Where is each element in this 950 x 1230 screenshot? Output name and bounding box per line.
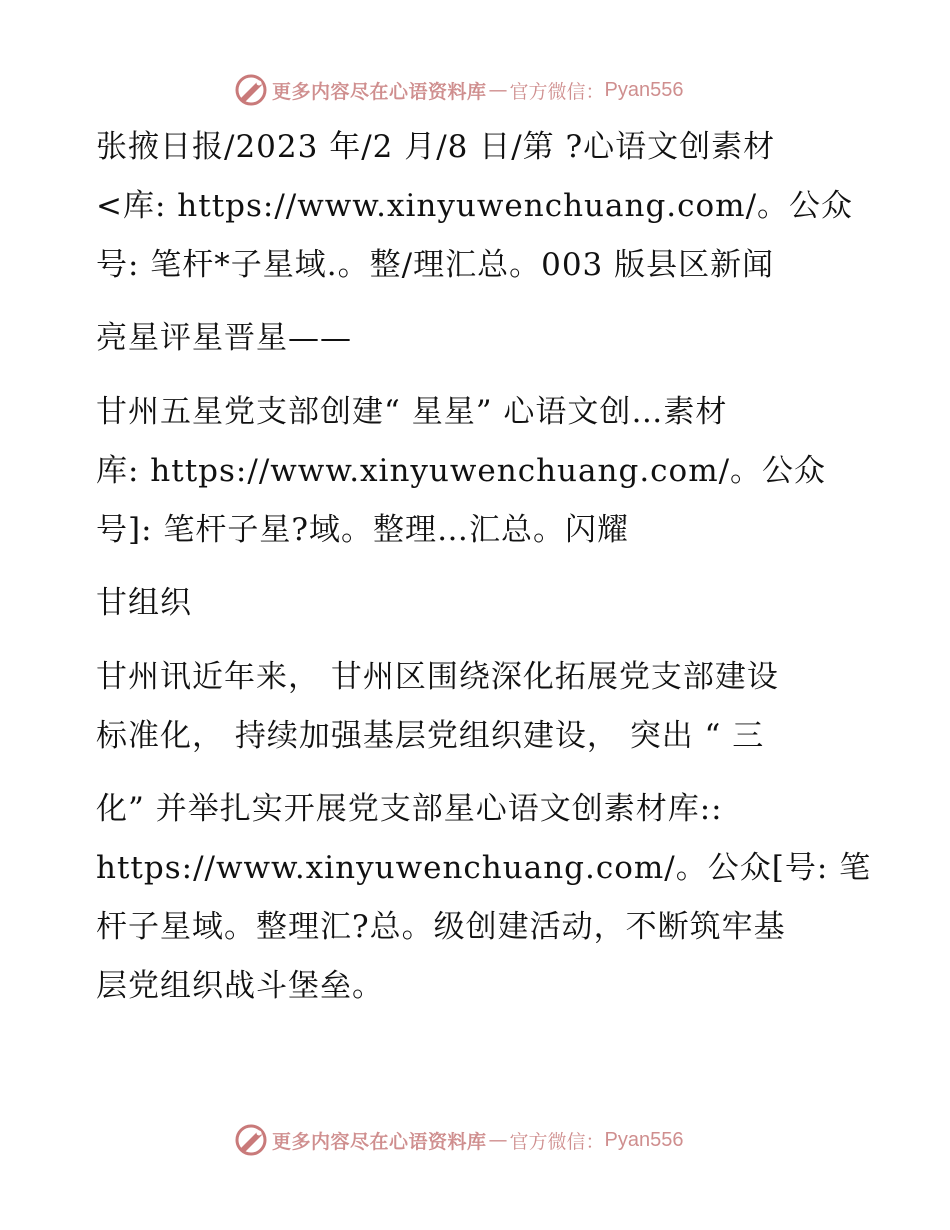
pen-logo-icon — [234, 1123, 268, 1157]
header-banner-separator: — — [488, 79, 508, 101]
footer-banner-separator: — — [488, 1129, 508, 1151]
body-line-14: 层党组织战斗堡垒。 — [96, 968, 384, 1004]
header-banner-id: Pyan556 — [604, 78, 684, 101]
body-line-11: 化” 并举扎实开展党支部星心语文创素材库:: — [96, 791, 723, 827]
footer-banner-sub: 官方微信： — [509, 1130, 605, 1153]
body-line-8: 甘组织 — [96, 585, 192, 621]
body-line-2: <库: https://www.xinyuwenchuang.com/。公众 — [96, 188, 854, 224]
body-line-12: https://www.xinyuwenchuang.com/。公众[号: 笔 — [96, 850, 872, 886]
header-banner — [234, 72, 684, 108]
body-line-4: 亮星评星晋星—— — [96, 320, 352, 356]
footer-banner — [234, 1122, 684, 1158]
header-banner-text: 更多内容尽在心语资料库 — [272, 80, 487, 103]
footer-banner-text: 更多内容尽在心语资料库 — [272, 1130, 487, 1153]
body-line-7: 号]: 笔杆子星?域。整理…汇总。闪耀 — [96, 512, 630, 548]
body-line-3: 号: 笔杆*子星域.。整/理汇总。003 版县区新闻 — [96, 247, 775, 283]
pen-logo-icon — [234, 73, 268, 107]
header-banner-sub: 官方微信： — [509, 80, 605, 103]
body-line-1: 张掖日报/2023 年/2 月/8 日/第 ?心语文创素材 — [96, 129, 776, 165]
body-line-10: 标准化， 持续加强基层党组织建设， 突出 “ 三 — [96, 718, 765, 754]
body-line-6: 库: https://www.xinyuwenchuang.com/。公众 — [96, 453, 827, 489]
footer-banner-id: Pyan556 — [604, 1128, 684, 1151]
body-line-13: 杆子星域。整理汇?总。级创建活动，不断筑牢基 — [96, 909, 786, 945]
body-line-5: 甘州五星党支部创建“ 星星” 心语文创…素材 — [96, 394, 728, 430]
body-line-9: 甘州讯近年来， 甘州区围绕深化拓展党支部建设 — [96, 659, 779, 695]
